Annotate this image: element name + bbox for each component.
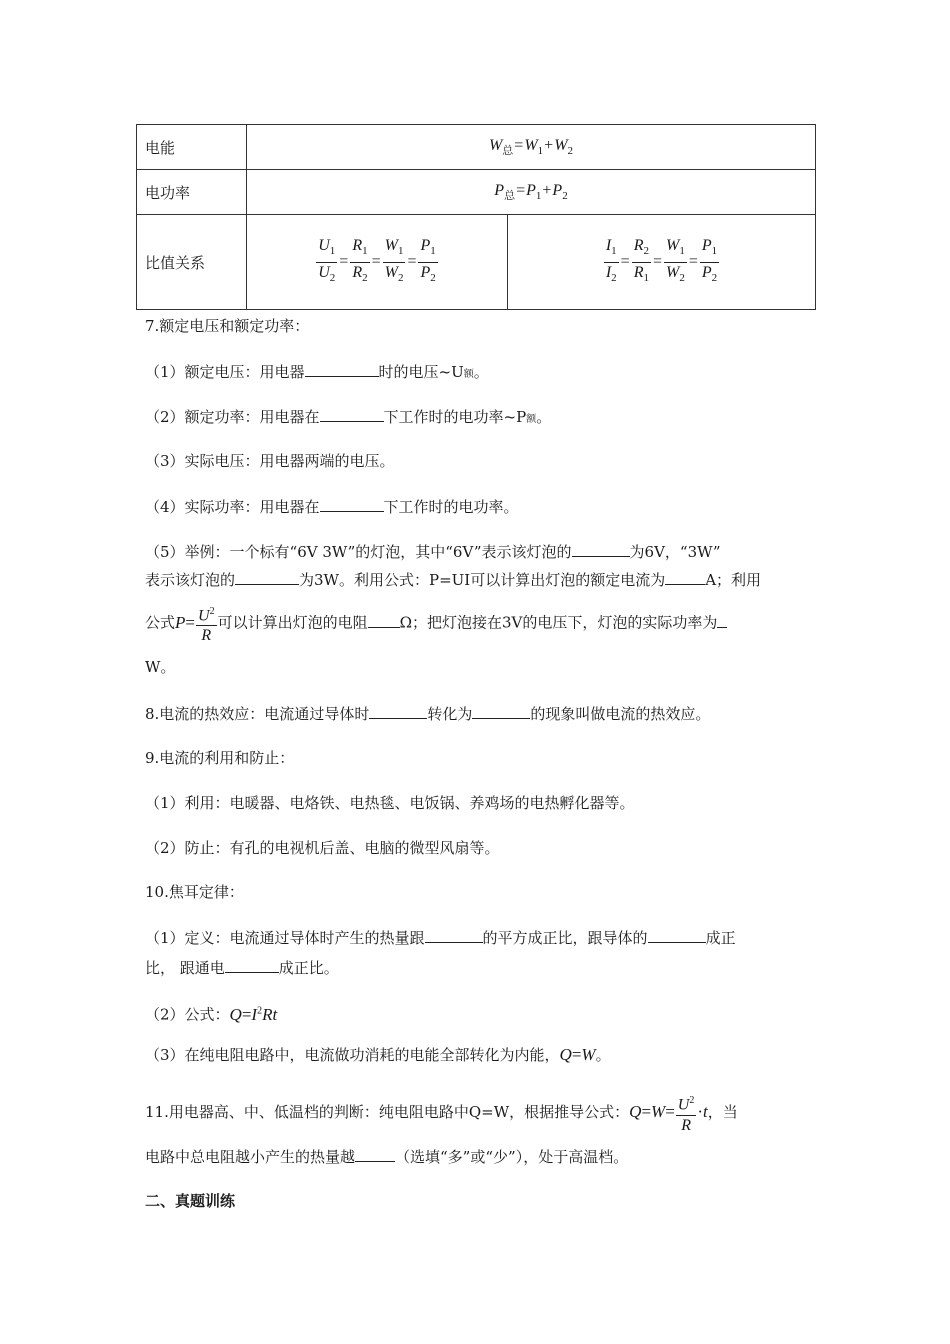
example-line-4: W。	[145, 658, 176, 676]
fill-blank[interactable]	[305, 361, 379, 377]
use-item: （1）利用：电暖器、电烙铁、电热毯、电饭锅、养鸡场的电热孵化器等。	[145, 794, 635, 812]
joule-formula: $Q=I^2Rt$	[229, 1004, 278, 1024]
fill-blank[interactable]	[425, 927, 483, 943]
section-8: 8.电流的热效应：电流通过导体时 转化为 的现象叫做电流的热效应。	[145, 705, 711, 723]
section-9-title: 9.电流的利用和防止：	[145, 749, 295, 767]
section-11-line-1: 11.用电器高、中、低温档的判断：纯电阻电路中Q=W，根据推导公式：Q=W= $\frac{U^2}{R}$ ·t，当	[145, 1090, 738, 1135]
joule-definition-line-1: （1）定义：电流通过导体时产生的热量跟 的平方成正比，跟导体的 成正	[145, 929, 736, 947]
power-resistance-formula: P= $\frac{U^2}{R}$	[175, 613, 218, 632]
power-formula: $P_总=P_1+P_2$	[247, 170, 816, 215]
pure-resistance-item: （3）在纯电阻电路中，电流做功消耗的电能全部转化为内能，Q=W。	[145, 1045, 611, 1064]
heat-derivation-formula: Q=W= $\frac{U^2}{R}$ ·t	[629, 1102, 708, 1121]
fill-blank[interactable]	[665, 569, 705, 585]
actual-voltage-item: （3）实际电压：用电器两端的电压。	[145, 452, 395, 470]
fill-blank[interactable]	[368, 612, 400, 628]
fill-blank[interactable]	[355, 1146, 395, 1162]
series-ratio-formula: $\frac{U_1}{U_2}$ = $\frac{R_1}{R_2}$ = $\frac{W_1}{W_2}$ = $\frac{P_1}{P_2}$	[247, 215, 508, 310]
table-row	[137, 170, 816, 215]
q-equals-w-formula: Q=W	[559, 1045, 596, 1064]
fill-blank[interactable]	[472, 703, 530, 719]
fill-blank[interactable]	[225, 957, 279, 973]
fill-blank[interactable]	[235, 569, 299, 585]
row-label: 电能	[137, 125, 247, 170]
summary-table	[136, 124, 816, 310]
actual-power-item: （4）实际功率：用电器在 下工作时的电功率。	[145, 498, 519, 516]
fill-blank[interactable]	[572, 541, 630, 557]
example-line-1: （5）举例：一个标有“6V 3W”的灯泡，其中“6V”表示该灯泡的 为6V，“3W”	[145, 543, 721, 561]
row-label: 电功率	[137, 170, 247, 215]
joule-formula-item: （2）公式：$Q=I^2Rt$	[145, 1004, 278, 1024]
rated-power-item: （2）额定功率：用电器在 下工作时的电功率~P额。	[145, 408, 552, 426]
section-10-title: 10.焦耳定律：	[145, 883, 244, 901]
joule-definition-line-2: 比， 跟通电 成正比。	[145, 959, 339, 977]
section-heading-2: 二、真题训练	[145, 1192, 236, 1210]
example-line-2: 表示该灯泡的 为3W。利用公式：P=UI可以计算出灯泡的额定电流为 A；利用	[145, 571, 762, 589]
fill-blank[interactable]	[320, 496, 384, 512]
row-label: 比值关系	[137, 215, 247, 310]
energy-formula: $W_总=W_1+W_2$	[247, 125, 816, 170]
fill-blank[interactable]	[717, 612, 727, 628]
fill-blank[interactable]	[648, 927, 706, 943]
fill-blank[interactable]	[369, 703, 427, 719]
table-row	[137, 215, 816, 310]
section-7-title: 7.额定电压和额定功率：	[145, 317, 310, 335]
rated-voltage-item: （1）额定电压：用电器 时的电压~U额。	[145, 363, 489, 381]
fill-blank[interactable]	[320, 406, 384, 422]
example-line-3: 公式P= $\frac{U^2}{R}$ 可以计算出灯泡的电阻 Ω；把灯泡接在3V的电压下，灯泡的实际功率为	[145, 602, 727, 645]
table-row	[137, 125, 816, 170]
parallel-ratio-formula: $\frac{I_1}{I_2}$ = $\frac{R_2}{R_1}$ = $\frac{W_1}{W_2}$ = $\frac{P_1}{P_2}$	[508, 215, 816, 310]
prevent-item: （2）防止：有孔的电视机后盖、电脑的微型风扇等。	[145, 839, 500, 857]
section-11-line-2: 电路中总电阻越小产生的热量越 （选填“多”或“少”），处于高温档。	[145, 1148, 629, 1166]
